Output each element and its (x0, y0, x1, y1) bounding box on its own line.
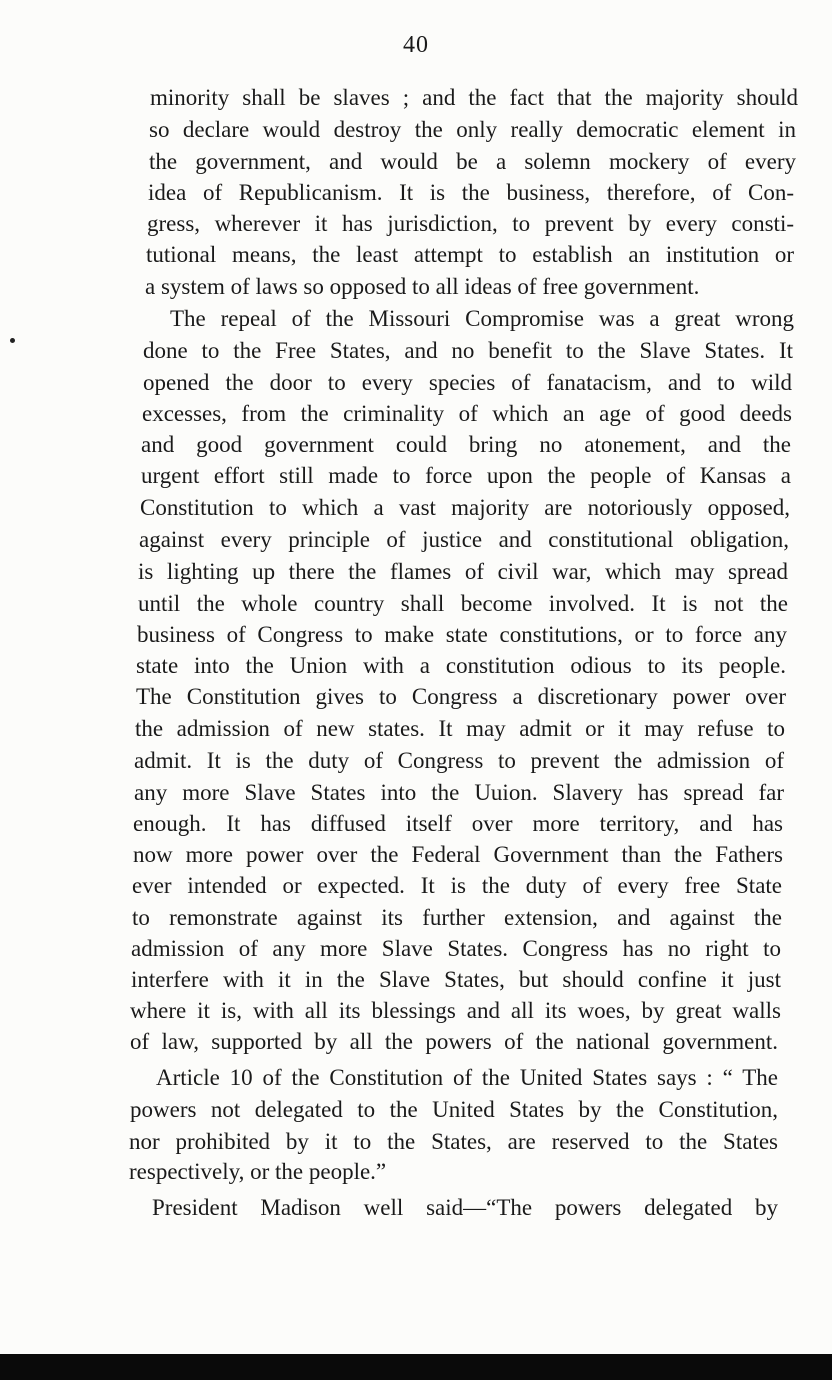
body-line: Constitution to which a vast majority are notoriously opposed, (140, 495, 790, 520)
body-line: minority shall be slaves ; and the fact that the majority should (150, 85, 798, 110)
body-line: the government, and would be a solemn mockery of every (149, 149, 796, 174)
body-line: powers not delegated to the United States by the Constitution, (130, 1097, 778, 1122)
body-line: any more Slave States into the Uuion. Slavery has spread far (134, 780, 784, 805)
body-line: against every principle of justice and constitutional obligation, (139, 527, 789, 552)
body-line: tutional means, the least attempt to establish an institution or (146, 242, 794, 267)
body-line: state into the Union with a constitution odious to its people. (136, 653, 786, 678)
body-line: excesses, from the criminality of which an age of good deeds (142, 401, 792, 426)
body-line: to remonstrate against its further extension, and against the (132, 905, 782, 930)
body-line: of law, supported by all the powers of the national government. (130, 1029, 778, 1054)
body-line: President Madison well said—“The powers delegated by (152, 1195, 778, 1220)
body-line: done to the Free States, and no benefit to the Slave States. It (143, 338, 793, 363)
body-line: gress, wherever it has jurisdiction, to prevent by every consti- (147, 211, 794, 236)
body-line: now more power over the Federal Government than the Fathers (133, 842, 783, 867)
body-line: so declare would destroy the only really democratic element in (149, 117, 796, 142)
body-line: admission of any more Slave States. Congress has no right to (131, 936, 781, 961)
body-line: respectively, or the people.” (129, 1159, 387, 1184)
scan-edge-band (0, 1354, 832, 1380)
body-line: is lighting up there the flames of civil war, which may spread (138, 559, 788, 584)
body-line: business of Congress to make state constitutions, or to force any (137, 622, 787, 647)
body-line: idea of Republicanism. It is the business, therefore, of Con- (148, 180, 794, 205)
body-line: Article 10 of the Constitution of the United States says : “ The (156, 1065, 778, 1090)
body-line: ever intended or expected. It is the duty of every free State (132, 873, 782, 898)
body-line: interfere with it in the Slave States, but should confine it just (131, 967, 781, 992)
body-line: nor prohibited by it to the States, are reserved to the States (129, 1129, 778, 1154)
body-line: The repeal of the Missouri Compromise was a great wrong (170, 306, 794, 331)
body-line: The Constitution gives to Congress a discretionary power over (136, 684, 786, 709)
page-number: 40 (403, 32, 429, 58)
body-line: the admission of new states. It may admit or it may refuse to (135, 716, 785, 741)
body-line: where it is, with all its blessings and all its woes, by great walls (130, 998, 781, 1023)
body-line: enough. It has diffused itself over more territory, and has (133, 811, 783, 836)
ink-speck (10, 338, 15, 343)
body-line: opened the door to every species of fanatacism, and to wild (143, 370, 792, 395)
body-line: until the whole country shall become involved. It is not the (138, 591, 788, 616)
body-line: and good government could bring no atonement, and the (141, 432, 791, 457)
body-line: admit. It is the duty of Congress to prevent the admission of (134, 748, 784, 773)
body-line: urgent effort still made to force upon the people of Kansas a (141, 463, 791, 488)
body-line: a system of laws so opposed to all ideas of free government. (145, 274, 700, 299)
